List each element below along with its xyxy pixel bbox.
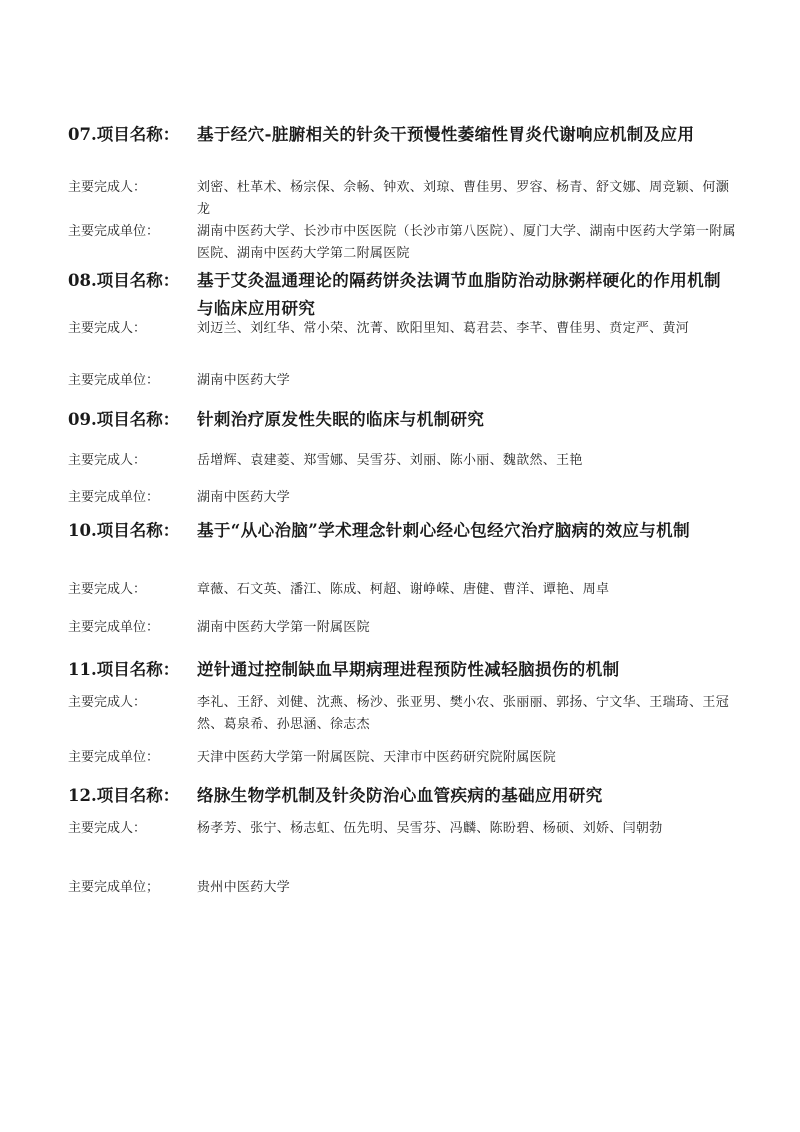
- project-08-people-row: [68, 318, 748, 362]
- units-list: 湖南中医药大学: [197, 373, 291, 388]
- project-08-title-row: [68, 267, 748, 323]
- project-title-label: 09.项目名称：: [68, 410, 180, 429]
- units-label: 主要完成单位：: [68, 224, 160, 239]
- project-10-title-row: [68, 517, 748, 573]
- project-07-people-row: [68, 177, 748, 221]
- project-12-people-row: [68, 818, 748, 862]
- project-12-units-row: [68, 877, 748, 899]
- units-list: 天津中医药大学第一附属医院、天津市中医药研究院附属医院: [197, 750, 557, 765]
- people-label: 主要完成人：: [68, 582, 147, 597]
- units-label: 主要完成单位：: [68, 750, 160, 765]
- project-11-title-row: [68, 656, 748, 684]
- people-label: 主要完成人：: [68, 453, 147, 468]
- units-list: 湖南中医药大学、长沙市中医医院（长沙市第八医院）、厦门大学、湖南中医药大学第一附属医院、湖南中医药大学第二附属医院: [197, 224, 736, 261]
- people-list: 章薇、石文英、潘江、陈成、柯超、谢峥嵘、唐健、曹洋、谭艳、周卓: [197, 582, 610, 597]
- people-list: 岳增辉、袁建菱、郑雪娜、吴雪芬、刘丽、陈小丽、魏歆然、王艳: [197, 453, 583, 468]
- project-title-label: 12.项目名称：: [68, 786, 180, 805]
- units-list: 贵州中医药大学: [197, 880, 291, 895]
- project-title: 逆针通过控制缺血早期病理进程预防性减轻脑损伤的机制: [197, 660, 620, 679]
- project-11-units-row: [68, 747, 748, 769]
- project-09-title-row: [68, 406, 748, 434]
- project-11-people-row: [68, 692, 748, 736]
- project-title-label: 08.项目名称：: [68, 271, 180, 290]
- people-label: 主要完成人：: [68, 321, 147, 336]
- people-list: 李礼、王舒、刘健、沈燕、杨沙、张亚男、樊小农、张丽丽、郭扬、宁文华、王瑞琦、王冠然、葛泉希、孙思涵、徐志杰: [197, 695, 730, 732]
- project-09-units-row: [68, 487, 748, 509]
- project-title-label: 10.项目名称：: [68, 521, 180, 540]
- project-10-people-row: [68, 579, 748, 601]
- project-12-title-row: [68, 782, 748, 810]
- project-title: 基于经穴-脏腑相关的针灸干预慢性萎缩性胃炎代谢响应机制及应用: [197, 125, 695, 144]
- project-09-people-row: [68, 450, 748, 472]
- project-08-units-row: [68, 370, 748, 392]
- project-title: 针刺治疗原发性失眠的临床与机制研究: [197, 410, 485, 429]
- project-07-title-row: [68, 121, 748, 177]
- units-list: 湖南中医药大学: [197, 490, 291, 505]
- units-label: 主要完成单位；: [68, 880, 160, 895]
- units-label: 主要完成单位：: [68, 620, 160, 635]
- units-list: 湖南中医药大学第一附属医院: [197, 620, 370, 635]
- project-title: 络脉生物学机制及针灸防治心血管疾病的基础应用研究: [197, 786, 603, 805]
- people-label: 主要完成人：: [68, 821, 147, 836]
- units-label: 主要完成单位：: [68, 490, 160, 505]
- project-title-label: 11.项目名称：: [68, 660, 180, 679]
- people-list: 杨孝芳、张宁、杨志虹、伍先明、吴雪芬、冯麟、陈盼碧、杨硕、刘娇、闫朝勃: [197, 821, 663, 836]
- project-title-label: 07.项目名称：: [68, 125, 180, 144]
- people-label: 主要完成人：: [68, 695, 147, 710]
- people-list: 刘迈兰、刘红华、常小荣、沈菁、欧阳里知、葛君芸、李芊、曹佳男、贲定严、黄河: [197, 321, 690, 336]
- people-list: 刘密、杜革术、杨宗保、佘畅、钟欢、刘琼、曹佳男、罗容、杨青、舒文娜、周竞颖、何灏龙: [197, 180, 730, 217]
- project-title: 基于艾灸温通理论的隔药饼灸法调节血脂防治动脉粥样硬化的作用机制与临床应用研究: [197, 271, 721, 318]
- project-07-units-row: [68, 221, 748, 265]
- people-label: 主要完成人：: [68, 180, 147, 195]
- project-10-units-row: [68, 617, 748, 639]
- project-title: 基于“从心治脑”学术理念针刺心经心包经穴治疗脑病的效应与机制: [197, 521, 690, 540]
- units-label: 主要完成单位：: [68, 373, 160, 388]
